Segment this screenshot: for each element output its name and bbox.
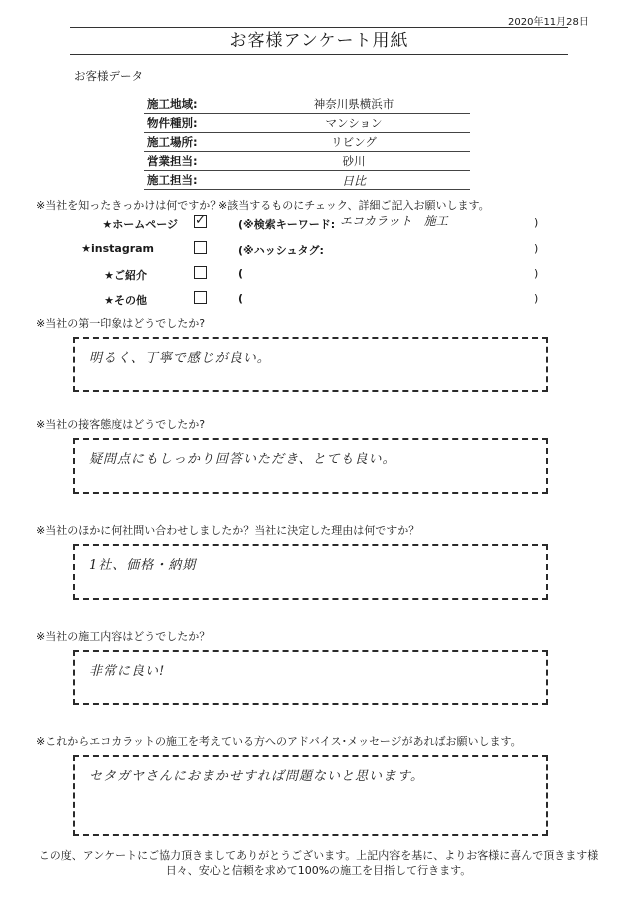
option-detail-close: )	[534, 267, 539, 280]
answer-box-other-companies	[73, 544, 548, 600]
customer-data-heading: お客様データ	[74, 69, 143, 83]
source-instruction: ※該当するものにチェック、詳細ご記入お願いします。	[218, 199, 490, 212]
info-value: 神奈川県横浜市	[313, 97, 395, 111]
option-detail-label: (※検索キーワード:	[238, 218, 336, 231]
checkbox-other[interactable]	[194, 291, 207, 304]
answer-box-construction-quality	[73, 650, 548, 705]
footer-line-1: この度、アンケートにご協力頂きましてありがとうございます。上記内容を基に、よりお客様に喜んで頂きます様	[38, 849, 599, 862]
footer-line-2: 日々、安心と信頼を求めて100%の施工を目指して行きます。	[165, 864, 472, 877]
option-detail-label: (※ハッシュタグ:	[238, 244, 324, 257]
option-detail-close: )	[534, 242, 539, 255]
checkbox-homepage[interactable]: ✓	[195, 213, 206, 228]
search-keyword-value: エコカラット 施工	[340, 214, 448, 228]
survey-date: 2020年11月28日	[508, 17, 589, 28]
answer-text: 明るく、丁寧で感じが良い。	[89, 351, 271, 366]
info-row-install-staff	[144, 171, 470, 190]
option-label-referral: ★ご紹介	[104, 269, 147, 282]
answer-text: 1社、価格・納期	[89, 558, 197, 573]
info-value-handwritten: 日比	[341, 174, 366, 188]
answer-text: 非常に良い!	[89, 664, 166, 679]
checkbox-referral[interactable]	[194, 266, 207, 279]
option-label-instagram: ★instagram	[81, 242, 154, 255]
question-other-companies: ※当社のほかに何社問い合わせしましたか？当社に決定した理由は何ですか？	[36, 524, 420, 537]
option-detail-close: )	[534, 216, 539, 229]
form-title: お客様アンケート用紙	[70, 27, 568, 55]
info-label: 施工地域:	[147, 97, 198, 111]
answer-box-advice-message	[73, 755, 548, 836]
info-label: 施工場所:	[147, 135, 198, 149]
option-label-homepage: ★ホームページ	[102, 218, 178, 231]
question-advice-message: ※これからエコカラットの施工を考えている方へのアドバイス･メッセージがあればお願いします。	[36, 735, 522, 748]
info-value: マンション	[325, 116, 383, 130]
info-label: 施工担当:	[147, 173, 198, 187]
info-value: 砂川	[342, 154, 366, 168]
info-row-area	[144, 95, 470, 114]
question-customer-service: ※当社の接客態度はどうでしたか?	[36, 418, 206, 431]
answer-text: セタガヤさんにおまかせすれば問題ないと思います。	[89, 769, 424, 784]
info-row-location	[144, 133, 470, 152]
info-label: 営業担当:	[147, 154, 198, 168]
answer-box-first-impression	[73, 337, 548, 392]
question-construction-quality: ※当社の施工内容はどうでしたか？	[36, 630, 211, 643]
question-first-impression: ※当社の第一印象はどうでしたか?	[36, 317, 206, 330]
option-detail-label: (	[238, 292, 244, 305]
answer-box-customer-service	[73, 438, 548, 494]
info-row-property-type	[144, 114, 470, 133]
option-detail-label: (	[238, 267, 244, 280]
option-detail-close: )	[534, 292, 539, 305]
info-row-sales-staff	[144, 152, 470, 171]
info-label: 物件種別:	[147, 116, 198, 130]
answer-text: 疑問点にもしっかり回答いただき、とても良い。	[89, 452, 397, 467]
info-value: リビング	[331, 135, 377, 149]
option-label-other: ★その他	[104, 294, 147, 307]
checkbox-instagram[interactable]	[194, 241, 207, 254]
source-question: ※当社を知ったきっかけは何ですか？	[36, 199, 222, 212]
